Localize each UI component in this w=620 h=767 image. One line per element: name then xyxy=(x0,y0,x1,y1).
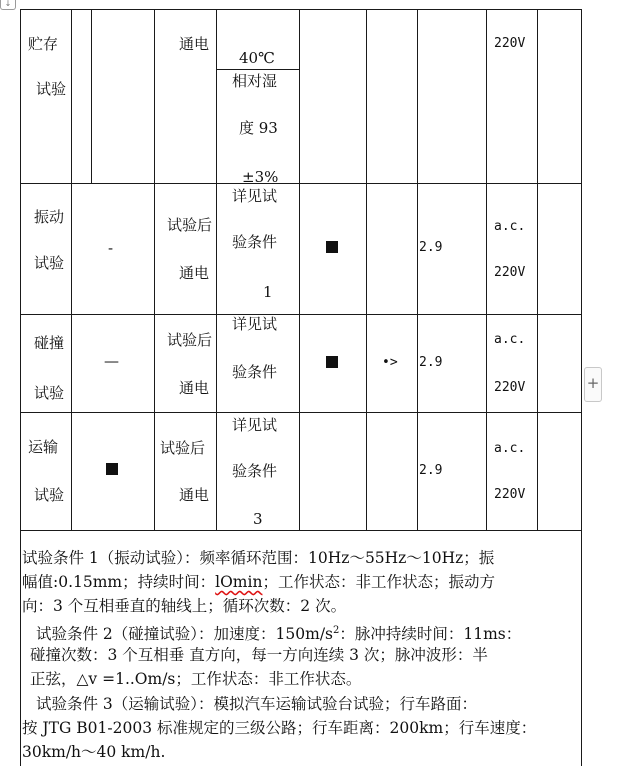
condition-2-line1-a: 试验条件 2（碰撞试验）：加速度：150m/s xyxy=(36,625,333,644)
condition-2-line2: 碰撞次数：3 个互相垂 直方向，每一方向连续 3 次；脉冲波形：半 xyxy=(30,646,488,664)
test-name-line2: 试验 xyxy=(34,486,65,504)
condition-2-line1-b: ：脉冲持续时间：11ms： xyxy=(339,625,522,644)
paragraph-anchor-icon: ↓ xyxy=(0,0,16,10)
voltage-type: a.c. xyxy=(494,332,526,347)
superscript-two: 2 xyxy=(333,625,340,636)
test-name-line2: 试验 xyxy=(36,80,67,98)
condition-3-line2: 按 JTG B01-2003 标准规定的三级公路；行车距离：200km；行车速度： xyxy=(22,719,537,737)
measured-value: 2.9 xyxy=(419,463,443,478)
condition-3-line1: 试验条件 3（运输试验）：模拟汽车运输试验台试验；行车路面： xyxy=(36,695,478,713)
condition-line1: 详见试 xyxy=(232,187,278,205)
condition-1-line2-c: ；工作状态：非工作状态；振动方 xyxy=(262,573,495,591)
condition-line2: 验条件 xyxy=(232,363,278,381)
measured-value: 2.9 xyxy=(419,240,443,255)
filled-square-icon xyxy=(326,356,338,368)
voltage-value: 220V xyxy=(494,487,526,502)
voltage-value: 220V xyxy=(494,380,526,395)
voltage-type: a.c. xyxy=(494,219,526,234)
power-state-line1: 试验后 xyxy=(167,331,213,349)
test-name-line2: 试验 xyxy=(34,384,65,402)
condition-2-line3: 正弦，△v =1..Om/s；工作状态：非工作状态。 xyxy=(30,670,362,688)
filled-square-icon xyxy=(106,463,118,475)
condition-1-line3: 向：3 个互相垂直的轴线上；循环次数：2 次。 xyxy=(22,597,347,615)
power-state-line2: 通电 xyxy=(179,486,210,504)
humidity-line2: 度 93 xyxy=(239,119,278,137)
humidity-line3: ±3% xyxy=(242,168,279,183)
arrow-symbol: •> xyxy=(382,355,398,370)
power-state-line1: 试验后 xyxy=(160,439,206,457)
test-name-line2: 试验 xyxy=(34,254,65,272)
condition-line1: 详见试 xyxy=(232,315,278,333)
condition-line2: 验条件 xyxy=(232,462,278,480)
power-state-line2: 通电 xyxy=(179,379,210,397)
voltage-value: 220V xyxy=(494,265,526,280)
voltage-type: a.c. xyxy=(494,441,526,456)
level-value: - xyxy=(108,239,114,257)
test-name-line1: 振动 xyxy=(34,208,65,226)
condition-line3: 1 xyxy=(263,283,273,301)
test-name-line1: 贮存 xyxy=(28,35,59,53)
filled-square-icon xyxy=(326,241,338,253)
measured-value: 2.9 xyxy=(419,355,443,370)
power-state-line1: 试验后 xyxy=(167,216,213,234)
condition-1-line2 xyxy=(22,570,495,595)
voltage-value: 220V xyxy=(494,36,526,51)
test-name-line1: 运输 xyxy=(28,438,59,456)
condition-line3: 3 xyxy=(253,510,263,528)
condition-1-line2-a: 幅值:0.15mm；持续时间： xyxy=(22,573,216,591)
duration-value: lOmin xyxy=(215,573,263,591)
power-state: 通电 xyxy=(179,35,210,53)
power-state-line2: 通电 xyxy=(179,264,210,282)
humidity-line1: 相对湿 xyxy=(232,72,278,90)
condition-line2: 验条件 xyxy=(232,233,278,251)
condition-3-line3: 30km/h〜40 km/h. xyxy=(22,743,166,761)
level-value: — xyxy=(104,352,119,370)
add-row-button[interactable]: + xyxy=(584,367,602,402)
condition-1-line1: 试验条件 1（振动试验）：频率循环范围：10Hz〜55Hz〜10Hz；振 xyxy=(22,549,495,567)
temperature-value: 40℃ xyxy=(239,49,275,67)
test-name-line1: 碰撞 xyxy=(34,334,65,352)
condition-line1: 详见试 xyxy=(232,416,278,434)
